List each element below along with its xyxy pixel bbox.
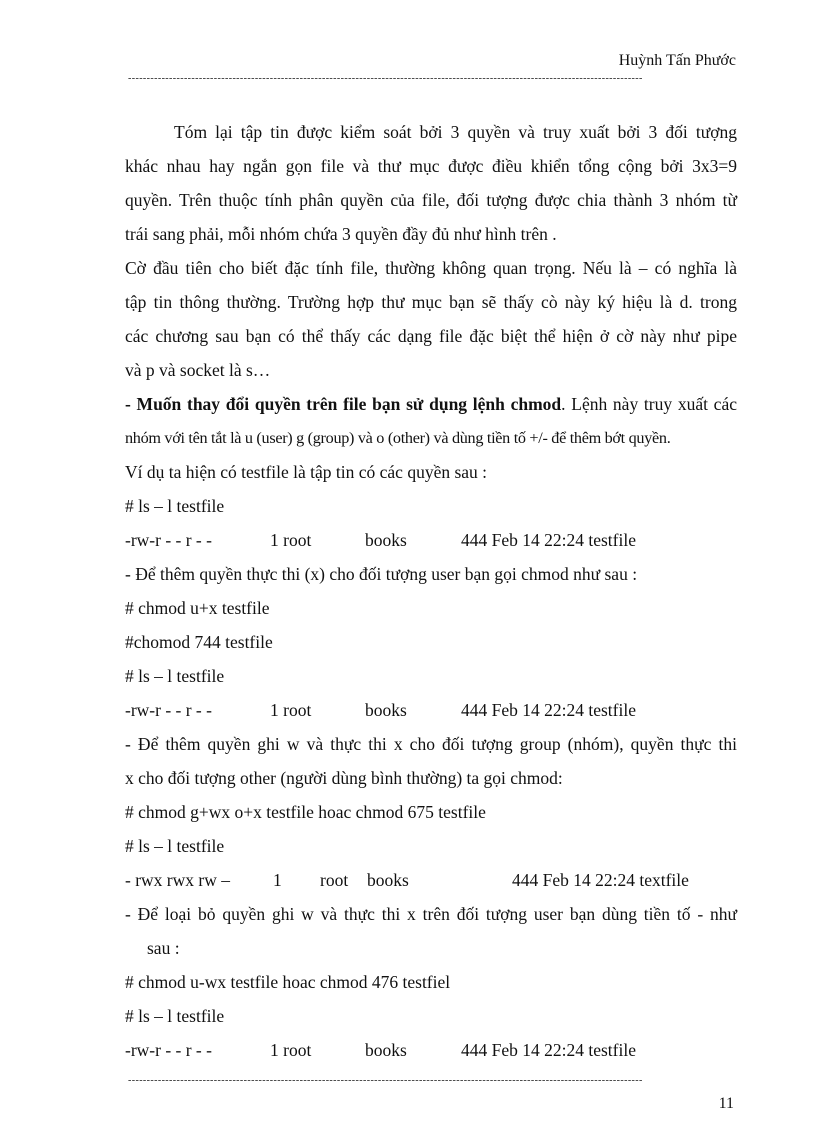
info-col: 444 Feb 14 22:24 testfile — [461, 530, 636, 550]
chmod-intro-bold: - Muốn thay đổi quyền trên file bạn sử dụng lệnh chmod — [125, 394, 562, 414]
text-line: nhóm với tên tắt là u (user) g (group) và o (other) và dùng tiền tố +/- để thêm bớt quyền. — [125, 429, 671, 447]
perm-col: -rw-r - - r - - — [125, 700, 212, 720]
page-number: 11 — [718, 1095, 734, 1112]
text-line: trái sang phải, mỗi nhóm chứa 3 quyền đầy đủ như hình trên . — [125, 224, 557, 244]
text-line: - Để thêm quyền thực thi (x) cho đối tượng user bạn gọi chmod như sau : — [125, 564, 638, 584]
perm-col: -rw-r - - r - - — [125, 1040, 212, 1060]
chmod-intro-line — [125, 387, 737, 421]
chmod-intro-rest: . Lệnh này truy xuất các — [561, 394, 737, 414]
command-line: # ls – l testfile — [125, 1006, 225, 1026]
text-line: quyền. Trên thuộc tính phân quyền của file, đối tượng được chia thành 3 nhóm từ — [125, 190, 737, 210]
owner-col: 1 root — [270, 1040, 312, 1060]
perm-col: -rw-r - - r - - — [125, 530, 212, 550]
command-line: # ls – l testfile — [125, 666, 225, 686]
text-line: sau : — [147, 938, 180, 958]
text-line: khác nhau hay ngắn gọn file và thư mục được điều khiển tổng cộng bởi 3x3=9 — [125, 156, 737, 176]
text-line: Ví dụ ta hiện có testfile là tập tin có các quyền sau : — [125, 462, 488, 482]
document-body — [125, 115, 737, 1067]
command-line: # chmod g+wx o+x testfile hoac chmod 675 testfile — [125, 802, 486, 822]
command-line: # chmod u+x testfile — [125, 598, 270, 618]
ls-output-row — [125, 863, 737, 897]
header-author: Huỳnh Tấn Phước — [618, 52, 736, 69]
owner-col: 1 root — [270, 530, 312, 550]
footer-rule: ------------------------------------------------------------------------------------------------------------------------------------------ — [128, 1075, 643, 1086]
header-rule: ------------------------------------------------------------------------------------------------------------------------------------------ — [128, 73, 643, 84]
ls-output-row — [125, 693, 737, 727]
text-line: x cho đối tượng other (người dùng bình thường) ta gọi chmod: — [125, 768, 563, 788]
owner-col: 1 root — [270, 700, 312, 720]
text-line: Cờ đầu tiên cho biết đặc tính file, thường không quan trọng. Nếu là – có nghĩa là — [125, 258, 737, 278]
ls-output-row — [125, 1033, 737, 1067]
group-col: books — [365, 1040, 407, 1060]
text-line: - Để thêm quyền ghi w và thực thi x cho đối tượng group (nhóm), quyền thực thi — [125, 734, 737, 754]
command-line: #chomod 744 testfile — [125, 632, 273, 652]
group-col: books — [365, 700, 407, 720]
owner-col: root — [320, 870, 349, 890]
links-col: 1 — [273, 870, 282, 890]
text-line: Tóm lại tập tin được kiểm soát bởi 3 quyền và truy xuất bởi 3 đối tượng — [174, 122, 737, 142]
text-line: các chương sau bạn có thể thấy các dạng file đặc biệt thể hiện ở cờ này như pipe — [125, 326, 737, 346]
text-line: và p và socket là s… — [125, 360, 271, 380]
command-line: # ls – l testfile — [125, 496, 225, 516]
text-line: tập tin thông thường. Trường hợp thư mục bạn sẽ thấy cò này ký hiệu là d. trong — [125, 292, 737, 312]
ls-output-row — [125, 523, 737, 557]
info-col: 444 Feb 14 22:24 testfile — [461, 700, 636, 720]
group-col: books — [367, 870, 409, 890]
command-line: # ls – l testfile — [125, 836, 225, 856]
info-col: 444 Feb 14 22:24 testfile — [461, 1040, 636, 1060]
perm-col: - rwx rwx rw – — [125, 870, 230, 890]
text-line: - Để loại bỏ quyền ghi w và thực thi x trên đối tượng user bạn dùng tiền tố - như — [125, 904, 737, 924]
group-col: books — [365, 530, 407, 550]
info-col: 444 Feb 14 22:24 textfile — [512, 870, 689, 890]
command-line: # chmod u-wx testfile hoac chmod 476 testfiel — [125, 972, 451, 992]
